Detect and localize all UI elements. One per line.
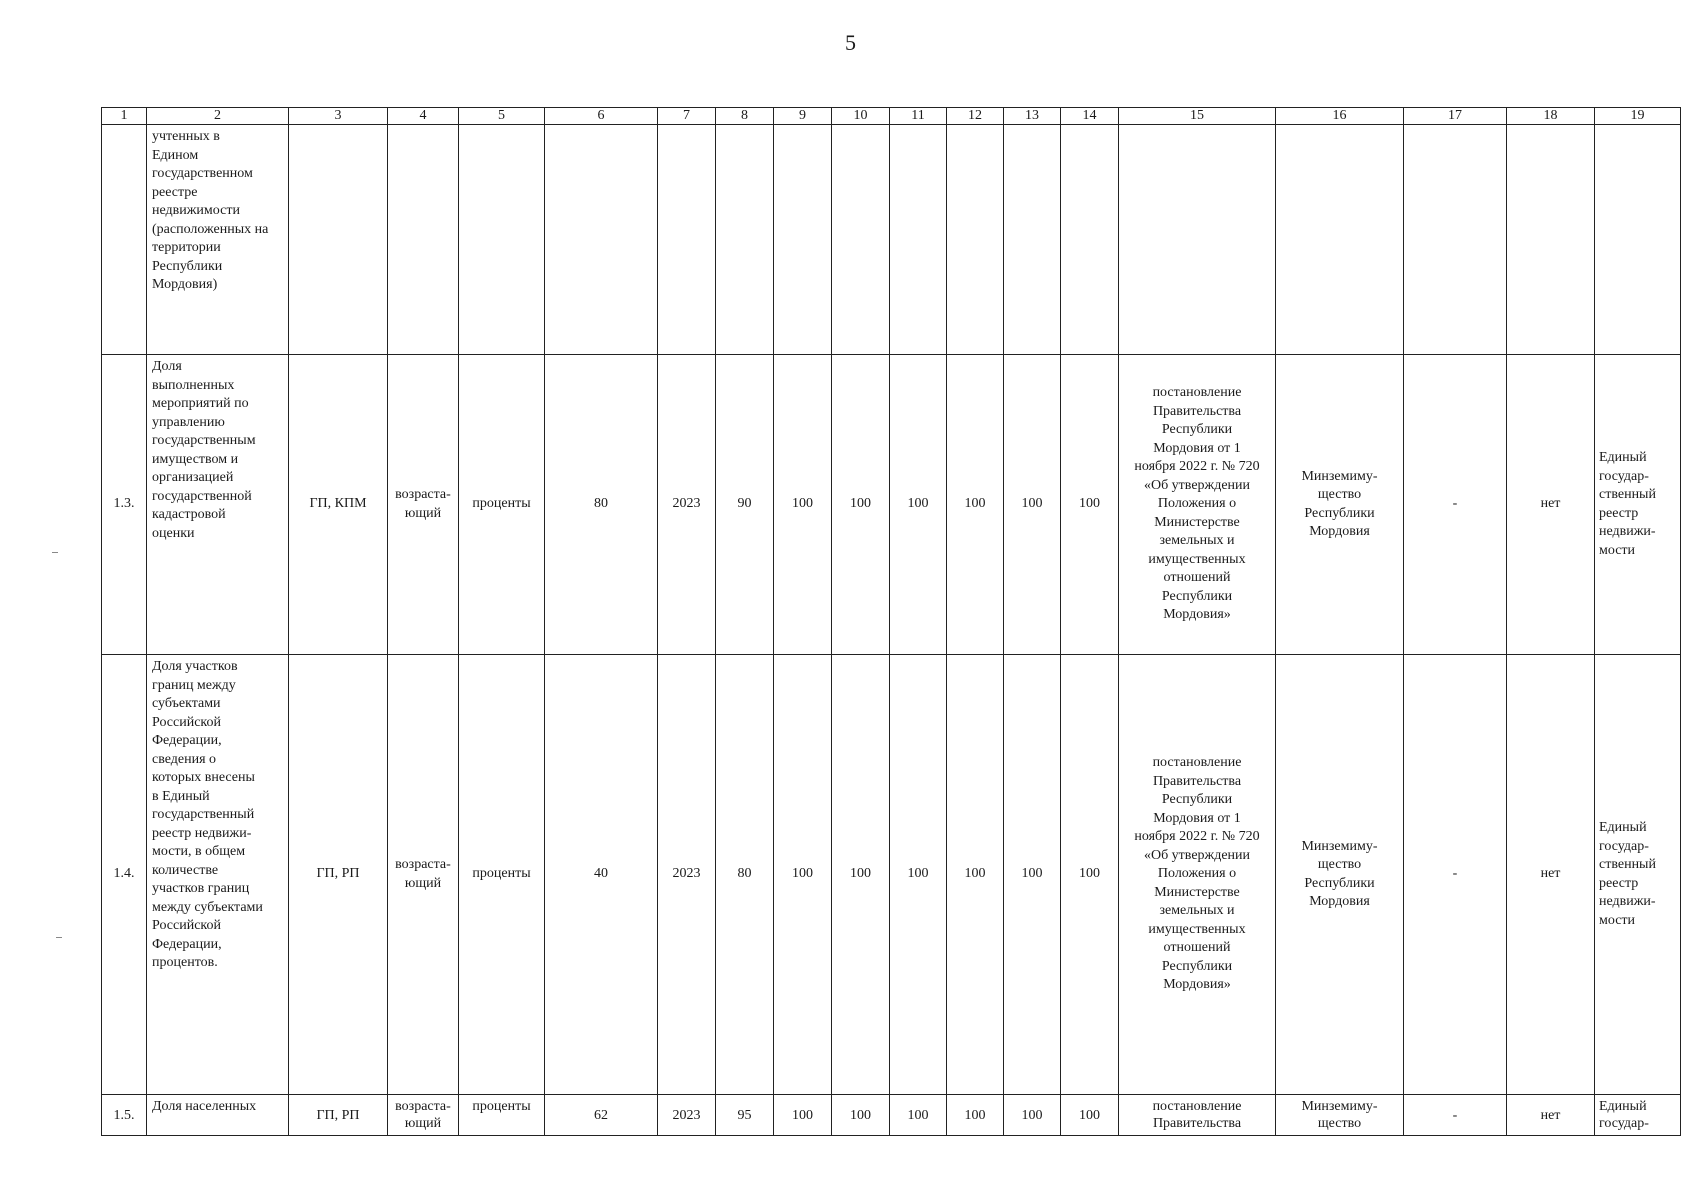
column-number: 11: [890, 108, 947, 125]
row-number: 1.4.: [102, 655, 147, 1095]
value-cell: 100: [774, 355, 832, 655]
table-row: [102, 1095, 1681, 1136]
base-value: 62: [545, 1095, 658, 1136]
indicator-direction: [388, 125, 459, 355]
value-cell: 100: [1061, 655, 1119, 1095]
value-cell: 100: [832, 655, 890, 1095]
column-number: 6: [545, 108, 658, 125]
value-cell: 100: [1004, 655, 1061, 1095]
indicator-level: ГП, РП: [289, 1095, 388, 1136]
scan-mark: [52, 552, 58, 553]
column-number: 2: [147, 108, 289, 125]
value-cell: [1061, 125, 1119, 355]
value-cell: 100: [832, 355, 890, 655]
basis-document: [1119, 125, 1276, 355]
basis-document: постановление Правительства: [1119, 1095, 1276, 1136]
data-source: Единый государ- ственный реестр недвижи- мости: [1595, 355, 1681, 655]
row-number: 1.3.: [102, 355, 147, 655]
data-source: Единый государ- ственный реестр недвижи- мости: [1595, 655, 1681, 1095]
table-row: [102, 655, 1681, 1095]
indicator-direction: возраста- ющий: [388, 1095, 459, 1136]
responsible-body: Минземиму- щество: [1276, 1095, 1404, 1136]
related-indicator: -: [1404, 355, 1507, 655]
scan-mark: [56, 937, 62, 938]
column-number: 15: [1119, 108, 1276, 125]
value-cell: 100: [1061, 355, 1119, 655]
basis-document: постановление Правительства Республики Мордовия от 1 ноября 2022 г. № 720 «Об утверждении Положения о Министерстве земельных и имущественных отношений Республики Мордовия»: [1119, 655, 1276, 1095]
gis-flag: [1507, 125, 1595, 355]
column-number: 7: [658, 108, 716, 125]
value-cell: 100: [774, 655, 832, 1095]
base-year: 2023: [658, 355, 716, 655]
unit: [459, 125, 545, 355]
value-cell: [716, 125, 774, 355]
indicators-table: [101, 107, 1681, 1136]
value-cell: 100: [947, 1095, 1004, 1136]
related-indicator: -: [1404, 655, 1507, 1095]
gis-flag: нет: [1507, 655, 1595, 1095]
base-year: 2023: [658, 1095, 716, 1136]
column-number: 13: [1004, 108, 1061, 125]
page-number: 5: [845, 30, 856, 55]
column-number: 16: [1276, 108, 1404, 125]
related-indicator: -: [1404, 1095, 1507, 1136]
indicator-direction: возраста- ющий: [388, 355, 459, 655]
base-year: [658, 125, 716, 355]
value-cell: 100: [890, 355, 947, 655]
value-cell: 100: [774, 1095, 832, 1136]
value-cell: 100: [1004, 355, 1061, 655]
indicator-level: [289, 125, 388, 355]
value-cell: 100: [1004, 1095, 1061, 1136]
column-number: 14: [1061, 108, 1119, 125]
gis-flag: нет: [1507, 355, 1595, 655]
unit: проценты: [459, 655, 545, 1095]
table-row: [102, 355, 1681, 655]
column-number: 10: [832, 108, 890, 125]
row-number: [102, 125, 147, 355]
value-cell: 100: [1061, 1095, 1119, 1136]
responsible-body: [1276, 125, 1404, 355]
column-number-row: [102, 108, 1681, 125]
value-cell: [947, 125, 1004, 355]
column-number: 4: [388, 108, 459, 125]
column-number: 1: [102, 108, 147, 125]
value-cell: [890, 125, 947, 355]
value-cell: [832, 125, 890, 355]
value-cell: 100: [947, 355, 1004, 655]
indicator-name: Доля населенных: [147, 1095, 289, 1136]
basis-document: постановление Правительства Республики Мордовия от 1 ноября 2022 г. № 720 «Об утверждении Положения о Министерстве земельных и имущественных отношений Республики Мордовия»: [1119, 355, 1276, 655]
indicator-name: Доля участков границ между субъектами Российской Федерации, сведения о которых внесены в Единый государственный реестр недвижи- мости, в общем количестве участков границ между субъектами Российской Федерации, процентов.: [147, 655, 289, 1095]
indicator-name: учтенных в Едином государственном реестре недвижимости (расположенных на территории Республики Мордовия): [147, 125, 289, 355]
indicator-direction: возраста- ющий: [388, 655, 459, 1095]
column-number: 8: [716, 108, 774, 125]
base-value: 80: [545, 355, 658, 655]
column-number: 17: [1404, 108, 1507, 125]
column-number: 12: [947, 108, 1004, 125]
column-number: 9: [774, 108, 832, 125]
value-cell: 95: [716, 1095, 774, 1136]
related-indicator: [1404, 125, 1507, 355]
base-value: [545, 125, 658, 355]
value-cell: 100: [947, 655, 1004, 1095]
value-cell: 80: [716, 655, 774, 1095]
indicator-name: Доля выполненных мероприятий по управлению государственным имуществом и организацией государственной кадастровой оценки: [147, 355, 289, 655]
unit: проценты: [459, 1095, 545, 1136]
unit: проценты: [459, 355, 545, 655]
table-row: [102, 125, 1681, 355]
column-number: 18: [1507, 108, 1595, 125]
responsible-body: Минземиму- щество Республики Мордовия: [1276, 355, 1404, 655]
gis-flag: нет: [1507, 1095, 1595, 1136]
value-cell: 100: [890, 1095, 947, 1136]
value-cell: [1004, 125, 1061, 355]
column-number: 19: [1595, 108, 1681, 125]
value-cell: 100: [832, 1095, 890, 1136]
base-year: 2023: [658, 655, 716, 1095]
data-source: [1595, 125, 1681, 355]
responsible-body: Минземиму- щество Республики Мордовия: [1276, 655, 1404, 1095]
indicator-level: ГП, РП: [289, 655, 388, 1095]
data-source: Единый государ-: [1595, 1095, 1681, 1136]
row-number: 1.5.: [102, 1095, 147, 1136]
base-value: 40: [545, 655, 658, 1095]
value-cell: 90: [716, 355, 774, 655]
indicator-level: ГП, КПМ: [289, 355, 388, 655]
column-number: 5: [459, 108, 545, 125]
value-cell: 100: [890, 655, 947, 1095]
column-number: 3: [289, 108, 388, 125]
value-cell: [774, 125, 832, 355]
